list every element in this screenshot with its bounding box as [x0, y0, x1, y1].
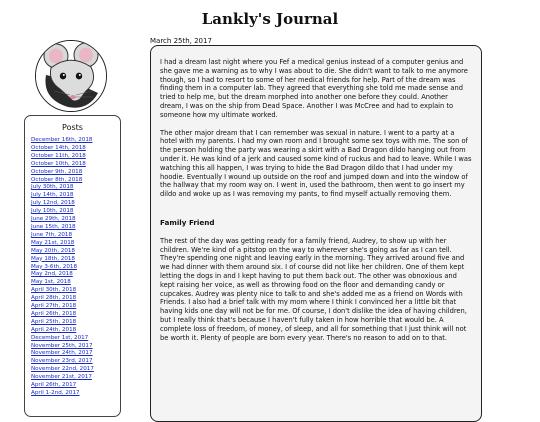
post-link[interactable]: November 24th, 2017	[31, 350, 93, 357]
post-link[interactable]: June 29th, 2018	[31, 216, 76, 223]
post-link[interactable]: July 30th, 2018	[31, 184, 74, 191]
post-link[interactable]: October 14th, 2018	[31, 144, 86, 151]
post-list-item	[31, 366, 120, 374]
post-link[interactable]: November 23rd, 2017	[31, 358, 93, 365]
post-link[interactable]: July 14th, 2018	[31, 192, 74, 199]
post-link[interactable]: April 27th, 2018	[31, 303, 77, 310]
post-link[interactable]: May 20th, 2018	[31, 247, 75, 254]
post-list-item	[31, 311, 120, 319]
post-list-item	[31, 208, 120, 216]
post-link[interactable]: July 12nd, 2018	[31, 200, 75, 207]
post-list-item	[31, 192, 120, 200]
post-list-item	[31, 248, 120, 256]
posts-header: Posts	[62, 123, 83, 132]
post-list-item	[31, 216, 120, 224]
post-list-item	[31, 319, 120, 327]
post-list-item	[31, 184, 120, 192]
posts-list	[25, 137, 120, 398]
post-link[interactable]: April 26th, 2017	[31, 382, 77, 389]
post-list-item	[31, 295, 120, 303]
post-list-item	[31, 256, 120, 264]
rat-avatar-icon	[36, 41, 106, 111]
post-link[interactable]: December 16th, 2018	[31, 137, 93, 143]
post-list-item	[31, 137, 120, 145]
post-link[interactable]: May 18th, 2018	[31, 255, 75, 262]
post-link[interactable]: April 26th, 2018	[31, 310, 77, 317]
post-list-item	[31, 335, 120, 343]
post-link[interactable]: April 28th, 2018	[31, 295, 77, 302]
post-link[interactable]: November 22nd, 2017	[31, 366, 94, 373]
post-link[interactable]: May 3-6th, 2018	[31, 263, 78, 270]
post-list-item	[31, 358, 120, 366]
post-link[interactable]: November 25th, 2017	[31, 342, 93, 349]
post-link[interactable]: October 10th, 2018	[31, 160, 86, 167]
post-list-item	[31, 153, 120, 161]
post-list-item	[31, 169, 120, 177]
post-link[interactable]: April 24th, 2018	[31, 326, 77, 333]
post-list-item	[31, 232, 120, 240]
post-link[interactable]: July 10th, 2018	[31, 208, 74, 215]
post-list-item	[31, 279, 120, 287]
entry-paragraph: The other major dream that I can remember was sexual in nature. I went to a party at a hotel with my parents. I had my own room and I brought some sex toys with me. The son of the person holding the party was wearing a skirt with a Bad Dragon dildo hanging out from under it. He was kind of a jerk and caused some kind of ruckus and had to leave. While I was watching this all happen, I was trying to hide the Bad Dragon dildo that I had under my hoodie. Eventually I wound up outside on the roof and jumped down and into the window of the hallway that my room way on. I went in, used the bathroom, then went to go insert my dildo and woke up as I was removing my pants, to find myself actually removing them.	[160, 128, 472, 199]
post-list-item	[31, 177, 120, 185]
post-list-item	[31, 343, 120, 351]
avatar	[35, 40, 107, 112]
post-link[interactable]: May 1st, 2018	[31, 279, 71, 286]
post-link[interactable]: May 2nd, 2018	[31, 271, 73, 278]
journal-entry	[150, 45, 482, 422]
post-list-item	[31, 327, 120, 335]
post-list-item	[31, 271, 120, 279]
entry-paragraph: I had a dream last night where you Fef a medical genius instead of a computer genius and she gave me a warning as to why I was about to die. She didn't want to talk to me anymore though, so I had to resort to some of her medical friends for help. Part of the dream was finding them in a computer lab. They agreed that everything she told me made sense and tried to help me, but the dream morphed into another one before they could. Another dream, I was on the ship from Dead Space. Another I was McCree and had to explain to someone how my ultimate worked.	[160, 58, 468, 119]
post-link[interactable]: June 7th, 2018	[31, 231, 73, 238]
posts-sidebar	[24, 115, 121, 417]
post-list-item	[31, 145, 120, 153]
post-list-item	[31, 287, 120, 295]
post-link[interactable]: May 21st, 2018	[31, 239, 75, 246]
post-link[interactable]: December 1st, 2017	[31, 334, 89, 341]
post-link[interactable]: April 1-2nd, 2017	[31, 390, 80, 396]
post-link[interactable]: November 21st, 2017	[31, 374, 92, 381]
post-list-item	[31, 303, 120, 311]
post-link[interactable]: October 9th, 2018	[31, 168, 83, 175]
post-list-item	[31, 200, 120, 208]
post-link[interactable]: October 11th, 2018	[31, 152, 86, 159]
post-list-item	[31, 161, 120, 169]
entry-paragraph: The rest of the day was getting ready for a family friend, Audrey, to show up with her children. We're kind of a pitstop on the way to wherever she's going as far as I can tell. They're spending one night and leaving early in the morning. They arrived around five and we had dinner with them around six. I of course did not like her children. One of them kept letting the dogs in and I kept having to put them back out. The other was obnoxious and kept raising her voice, as well as throwing food on the floor and demanding candy or cupcakes. Audrey was plenty nice to talk to and she's added me as a friend on Words with Friends. I also had a brief talk with my mom where I think I convinced her a little bit that having kids one day will not be for me. Of course, I don't dislike the idea of having children, but I really think that's because I haven't fully taken in how horrible that would be. A complete loss of freedom, of money, of sleep, and all for something that I just think will not be worth it. Plenty of people are born every year. There's no reason to add on to that.	[160, 236, 467, 342]
post-list-item	[31, 264, 120, 272]
post-list-item	[31, 374, 120, 382]
entry-heading: Family Friend	[160, 217, 215, 227]
journal-title: Lankly's Journal	[201, 10, 339, 28]
post-link[interactable]: October 8th, 2018	[31, 176, 83, 183]
post-list-item	[31, 390, 120, 398]
entry-date: March 25th, 2017	[150, 37, 212, 45]
post-link[interactable]: April 30th, 2018	[31, 287, 77, 294]
post-list-item	[31, 240, 120, 248]
post-list-item	[31, 350, 120, 358]
post-link[interactable]: June 15th, 2018	[31, 223, 76, 230]
post-link[interactable]: April 25th, 2018	[31, 318, 77, 325]
post-list-item	[31, 224, 120, 232]
post-list-item	[31, 382, 120, 390]
